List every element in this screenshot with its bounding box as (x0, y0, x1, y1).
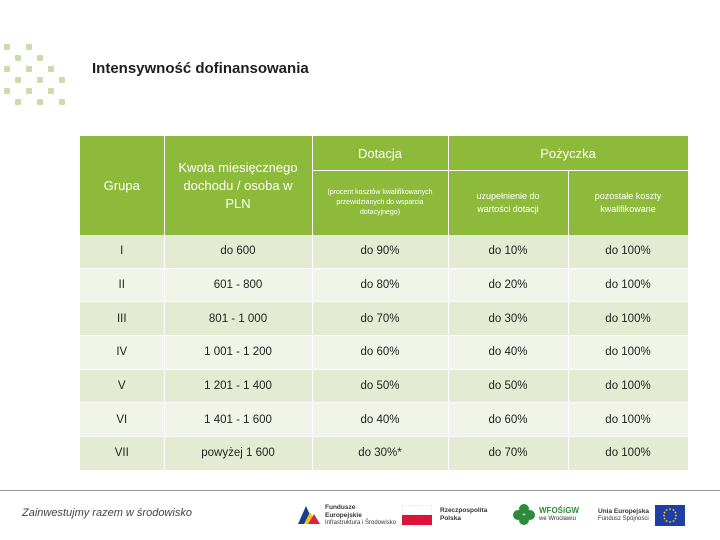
header-kwota: Kwota miesięcznego dochodu / osoba w PLN (164, 136, 312, 235)
decorative-dot (48, 66, 54, 72)
cell-kwota: powyżej 1 600 (164, 437, 312, 471)
header-grupa: Grupa (80, 136, 164, 235)
cell-pozostale: do 100% (568, 437, 688, 471)
table-row (80, 235, 688, 268)
cell-uzupelnienie: do 70% (448, 437, 568, 471)
table-row (80, 369, 688, 403)
decorative-dot (37, 99, 43, 105)
cell-grupa: II (80, 268, 164, 302)
unia-europejska-logo: Unia Europejska Fundusz Spójności (598, 498, 685, 532)
rzeczpospolita-polska-logo: Rzeczpospolita Polska (402, 498, 487, 532)
cell-uzupelnienie: do 50% (448, 369, 568, 403)
cell-pozostale: do 100% (568, 336, 688, 370)
cell-grupa: V (80, 369, 164, 403)
fundusze-europejskie-logo: Fundusze Europejskie Infrastruktura i Środowisko (296, 498, 396, 532)
table-body (80, 235, 688, 470)
cell-kwota: 601 - 800 (164, 268, 312, 302)
header-pozyczka-pozostale: pozostałe koszty kwalifikowane (568, 171, 688, 236)
table-row (80, 336, 688, 370)
cell-dotacja: do 70% (312, 302, 448, 336)
cell-grupa: I (80, 235, 164, 268)
cell-dotacja: do 40% (312, 403, 448, 437)
decorative-dot (37, 55, 43, 61)
decorative-dot (15, 99, 21, 105)
decorative-dot (59, 77, 65, 83)
table-row (80, 403, 688, 437)
polish-flag-icon (402, 505, 432, 525)
footer-divider (0, 490, 720, 491)
decorative-dot (26, 66, 32, 72)
decorative-dot (26, 44, 32, 50)
eu-flag-icon (655, 505, 685, 526)
cell-pozostale: do 100% (568, 403, 688, 437)
cell-pozostale: do 100% (568, 302, 688, 336)
decorative-dot (37, 77, 43, 83)
cell-pozostale: do 100% (568, 268, 688, 302)
cell-uzupelnienie: do 10% (448, 235, 568, 268)
header-pozyczka: Pożyczka (448, 136, 688, 171)
cell-kwota: 801 - 1 000 (164, 302, 312, 336)
header-pozyczka-uzupelnienie: uzupełnienie do wartości dotacji (448, 171, 568, 236)
cell-grupa: IV (80, 336, 164, 370)
fundusze-europejskie-icon (296, 504, 322, 526)
wfosigw-logo: WFOŚiGW we Wrocławiu (512, 498, 579, 532)
header-dotacja-note: (procent kosztów kwalifikowanych przewidzianych do wsparcia dotacyjnego) (312, 171, 448, 236)
decorative-dot (4, 66, 10, 72)
decorative-dot (26, 88, 32, 94)
cell-grupa: VI (80, 403, 164, 437)
subsidy-table (80, 136, 689, 471)
page-title: Intensywność dofinansowania (92, 60, 309, 77)
decorative-dot (48, 88, 54, 94)
header-dotacja: Dotacja (312, 136, 448, 171)
decorative-dot (15, 77, 21, 83)
decorative-dot (15, 55, 21, 61)
cell-kwota: 1 401 - 1 600 (164, 403, 312, 437)
footer-slogan: Zainwestujmy razem w środowisko (22, 507, 192, 519)
table-row (80, 268, 688, 302)
table-row (80, 302, 688, 336)
table-row (80, 437, 688, 471)
clover-icon (512, 503, 536, 527)
table-header-row (80, 136, 688, 171)
cell-dotacja: do 60% (312, 336, 448, 370)
cell-dotacja: do 80% (312, 268, 448, 302)
cell-dotacja: do 90% (312, 235, 448, 268)
cell-pozostale: do 100% (568, 369, 688, 403)
decorative-dot-pattern (0, 40, 72, 106)
decorative-dot (59, 99, 65, 105)
decorative-dot (4, 44, 10, 50)
cell-kwota: do 600 (164, 235, 312, 268)
cell-uzupelnienie: do 60% (448, 403, 568, 437)
cell-dotacja: do 50% (312, 369, 448, 403)
cell-kwota: 1 201 - 1 400 (164, 369, 312, 403)
cell-uzupelnienie: do 30% (448, 302, 568, 336)
cell-grupa: VII (80, 437, 164, 471)
cell-grupa: III (80, 302, 164, 336)
cell-uzupelnienie: do 40% (448, 336, 568, 370)
cell-dotacja: do 30%* (312, 437, 448, 471)
cell-pozostale: do 100% (568, 235, 688, 268)
cell-kwota: 1 001 - 1 200 (164, 336, 312, 370)
decorative-dot (4, 88, 10, 94)
cell-uzupelnienie: do 20% (448, 268, 568, 302)
